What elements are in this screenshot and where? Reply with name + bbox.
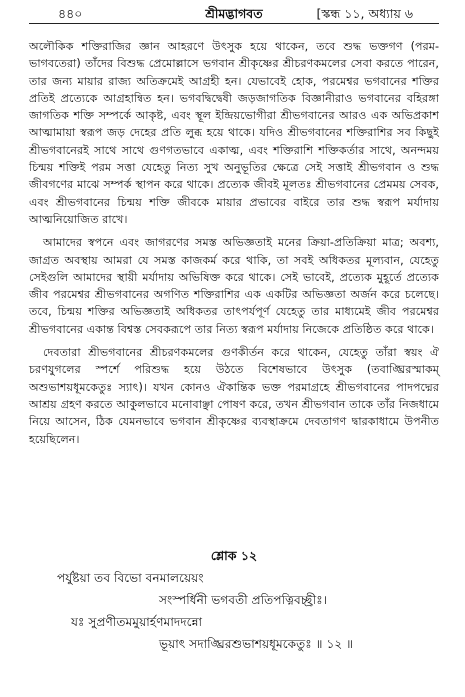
paragraph: আমাদের স্বপনে এবং জাগরণের সমস্ত অভিজ্ঞতাই মনের ক্রিয়া-প্রতিক্রিয়া মাত্র; অবশ্য, জাগ্রত অবস্থায় আমরা যে সমস্ত কাজকর্ম করে থাকি, তা সবই অধিকতর মূল্যবান, যেহেতু সেইগুলি আমাদের স্থায়ী মর্যাদায় অভিষিক্ত করে থাকে। সেই ভাবেই, প্রত্যেক মুহূর্তে প্রত্যেক জীব পরমেশ্বর শ্রীভগবানের অগণিত শক্তিরাশির এক একটির অভিজ্ঞতা অর্জন করে চলেছে। তবে, চিন্ময় শক্তির অভিজ্ঞতাই অধিকতর তাৎপর্যপূর্ণ যেহেতু তার মাধ্যমেই জীব পরমেশ্বর শ্রীভগবানের একান্ত বিশ্বস্ত সেবকরূপে তার নিত্য স্বরূপ মর্যাদায় নিজেকে প্রতিষ্ঠিত করে থাকে। <box>29 236 439 336</box>
verse-line: সংস্পর্ধিনী ভগবতী প্রতিপত্নিবচ্ছ্রীঃ। <box>159 593 328 607</box>
book-title: শ্রীমদ্ভাগবত <box>205 6 263 21</box>
verse-label: শ্লোক ১২ <box>210 548 258 563</box>
header-divider <box>29 23 439 24</box>
body-text <box>29 38 439 448</box>
page-number: ৪৪০ <box>58 6 83 21</box>
verse-block <box>29 545 439 655</box>
verse-line: যঃ সুপ্রণীতমমুয়ার্হণমাদদন্নো <box>71 615 203 629</box>
verse-line: পর্যুষ্টয়া তব বিভো বনমালয়েয়ং <box>57 571 204 585</box>
section-reference: [স্কন্ধ ১১, অধ্যায় ৬ <box>316 6 413 21</box>
paragraph: অলৌকিক শক্তিরাজির জ্ঞান আহরণে উৎসুক হয়ে থাকেন, তবে শুদ্ধ ভক্তগণ (পরম-ভাগবতেরা) তাঁদের বিশুদ্ধ প্রেমোল্লাসে ভগবান শ্রীকৃষ্ণের শ্রীচরণকমলের সেবা করতে পারেন, তার জন্য মায়ার রাজ্য অতিক্রমেই আগ্রহী হন। যেভাবেই হোক, পরমেশ্বর ভগবানের শক্তির প্রতিই প্রত্যেকে আগ্রহান্বিত হন। ভগবদ্বিদ্বেষী জড়জাগতিক বিজ্ঞানীরাও ভগবানের বহিরঙ্গা জাগতিক শক্তি সম্পর্কে আকৃষ্ট, এবং স্থূল ইন্দ্রিয়ভোগীরা শ্রীভগবানের আরও এক অভিপ্রকাশ আত্মামায়া স্বরূপ জড় দেহের প্রতি লুব্ধ হয়ে থাকে। যদিও শ্রীভগবানের শক্তিরাশির সব কিছুই শ্রীভগবানেরই সাথে সাথে গুণগতভাবে একাত্ম, এবং শক্তিরাশি শক্তিকর্তার সাথে, অনন্দময় চিন্ময় শক্তিই পরম সত্তা যেহেতু নিত্য সুখ অনুভূতির ক্ষেত্রে সেই সত্তাই শ্রীভগবান ও শুদ্ধ জীবগণের মাঝে সম্পর্ক স্থাপন করে থাকে। প্রত্যেক জীবই মূলতঃ শ্রীভগবানের প্রেমময় সেবক, এবং শ্রীভগবানের চিন্ময় শক্তি জীবকে মায়ার প্রভাবের বাইরে তার শুদ্ধ স্বরূপ মর্যাদায় আত্মনিয়োজিত রাখে। <box>29 40 439 226</box>
verse-line: ভূয়াৎ সদাঙ্ঘ্রিরশুভাশয়ধূমকেতুঃ ॥ ১২ ॥ <box>159 637 354 651</box>
paragraph: দেবতারা শ্রীভগবানের শ্রীচরণকমলের গুণকীর্তন করে থাকেন, যেহেতু তাঁরা স্বয়ং ঐ চরণযুগলের স্পর্শে পরিশুদ্ধ হয়ে উঠতে বিশেষভাবে উৎসুক (তবাঙ্ঘ্রিরস্মাকম্ অশুভাশয়ধূমকেতুঃ স্যাৎ)। যখন কোনও ঐকান্তিক ভক্ত পরমাগ্রহে শ্রীভগবানের পাদপদ্মের আশ্রয় গ্রহণ করতে আকুলভাবে মনোবাঞ্ছা পোষণ করে, তখন শ্রীভগবান তাকে তাঁর নিজধামে নিয়ে আসেন, ঠিক যেমনভাবে ভগবান শ্রীকৃষ্ণের ব্যবস্থাক্রমে দেবতাগণ দ্বারকাধামে উপনীত হয়েছিলেন। <box>29 346 439 446</box>
page-header <box>29 0 439 30</box>
